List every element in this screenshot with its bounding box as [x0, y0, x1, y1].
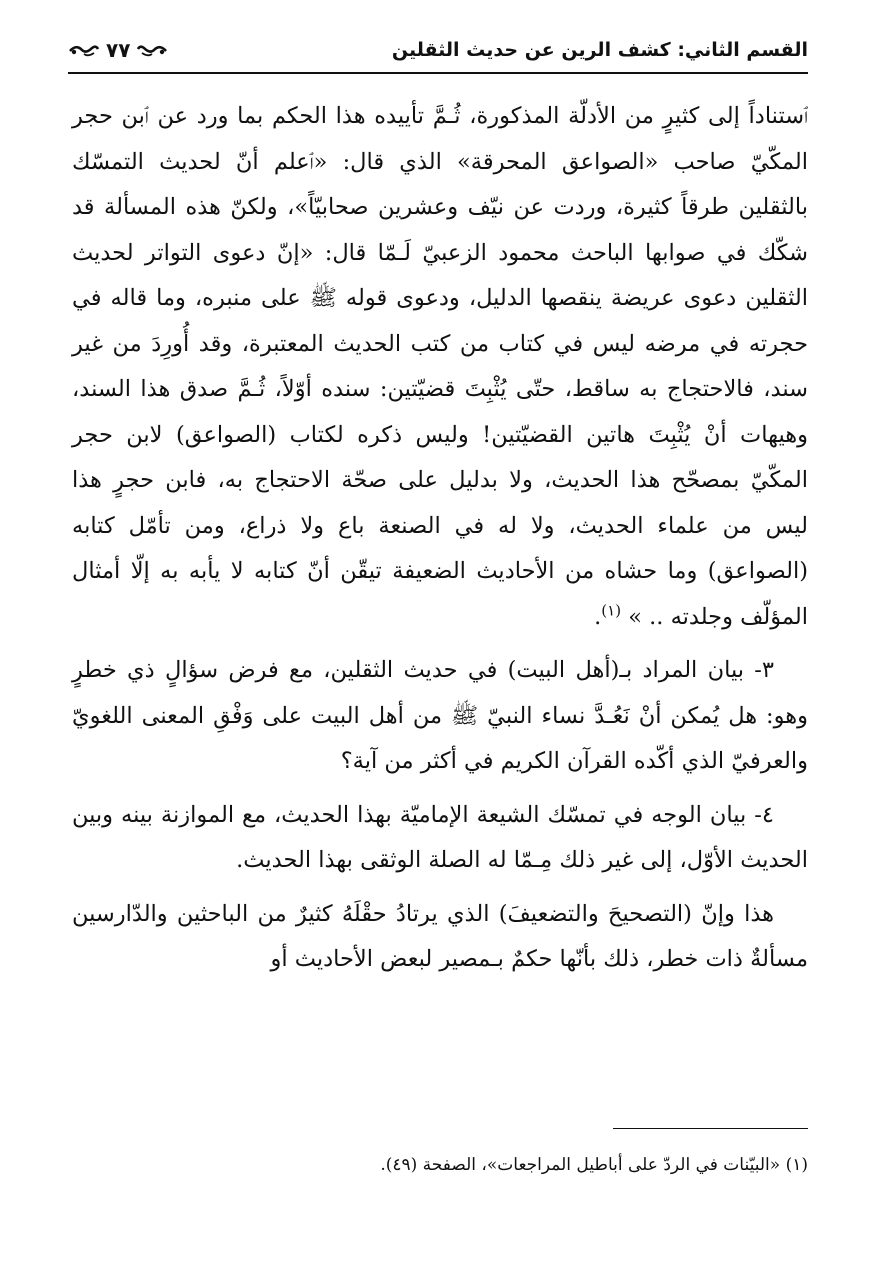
paragraph-1: ٱستناداً إلى كثيرٍ من الأدلّة المذكورة، ثُـمَّ تأييده هذا الحكم بما ورد عن ٱبن حجر المكّيّ صاحب «الصواعق المحرقة» الذي قال: «ٱعلم أنّ لحديث التمسّك بالثقلين طرقاً كثيرة، وردت عن نيّف وعشرين صحابيّاً»، ولكنّ هذه المسألة قد شكّك في صوابها الباحث محمود الزعبيّ لَـمّا قال: «إنّ دعوى التواتر لحديث الثقلين دعوى عريضة ينقصها الدليل، ودعوى قوله ﷺ على منبره، وما قاله في حجرته في مرضه ليس في كتاب من كتب الحديث المعتبرة، وقد أُورِدَ من غير سند، فالاحتجاج به ساقط، حتّى يُثْبِتَ قضيّتين: سنده أوّلاً، ثُـمَّ صدق هذا السند، وهيهات أنْ يُثْبِتَ هاتين القضيّتين! وليس ذكره لكتاب (الصواعق) لابن حجر المكّيّ بمصحّح هذا الحديث، ولا بدليل على صحّة الاحتجاج به، فابن حجرٍ هذا ليس من علماء الحديث، ولا له في الصنعة باع ولا ذراع، ومن تأمّل كتابه (الصواعق) وما حشاه من الأحاديث الضعيفة تيقّن أنّ كتابه لا يأبه به إلّا أمثال المؤلّف وجلدته .. » $^{(١)}$. [72, 103, 808, 630]
page-number-group [68, 38, 168, 62]
footnote-reference[interactable]: (١) [601, 601, 622, 619]
page-header [68, 28, 808, 72]
page-number: ٧٧ [106, 38, 131, 62]
body-text [72, 94, 808, 983]
footnote: (١) «البيّنات في الردّ على أباطيل المراجعات»، الصفحة (٤٩). [380, 1155, 808, 1175]
header-rule [68, 72, 808, 74]
paragraph-3: ٤- بيان الوجه في تمسّك الشيعة الإماميّة بهذا الحديث، مع الموازنة بينه وبين الحديث الأوّل، إلى غير ذلك مِـمّا له الصلة الوثقى بهذا الحديث. [72, 801, 808, 873]
paragraph-2: ٣- بيان المراد بـ(أهل البيت) في حديث الثقلين، مع فرض سؤالٍ ذي خطرٍ وهو: هل يُمكن أنْ نَعُـدَّ نساء النبيّ ﷺ من أهل البيت على وَفْقِ المعنى اللغويّ والعرفيّ الذي أكّده القرآن الكريم في أكثر من آية؟ [72, 657, 808, 774]
running-title: القسم الثاني: كشف الرين عن حديث الثقلين [391, 39, 808, 61]
paragraph-4: هذا وإنّ (التصحيحَ والتضعيفَ) الذي يرتادُ حقْلَهُ كثيرٌ من الباحثين والدّارسين مسألةٌ ذات خطر، ذلك بأنّها حكمٌ بـمصير لبعض الأحاديث أو [72, 900, 808, 972]
footnote-rule [613, 1128, 808, 1129]
paragraph-1-text: ٱستناداً إلى كثيرٍ من الأدلّة المذكورة، ثُـمَّ تأييده هذا الحكم بما ورد عن ٱبن حجر المكّيّ صاحب «الصواعق المحرقة» الذي قال: «ٱعلم أنّ لحديث التمسّك بالثقلين طرقاً كثيرة، وردت عن نيّف وعشرين صحابيّاً»، ولكنّ هذه المسألة قد شكّك في صوابها الباحث محمود الزعبيّ لَـمّا قال: «إنّ دعوى التواتر لحديث الثقلين دعوى عريضة ينقصها الدليل، ودعوى قوله ﷺ على منبره، وما قاله في حجرته في مرضه ليس في كتاب من كتب الحديث المعتبرة، وقد أُورِدَ من غير سند، فالاحتجاج به ساقط، حتّى يُثْبِتَ قضيّتين: سنده أوّلاً، ثُـمَّ صدق هذا السند، وهيهات أنْ يُثْبِتَ هاتين القضيّتين! وليس ذكره لكتاب (الصواعق) لابن حجر المكّيّ بمصحّح هذا الحديث، ولا بدليل على صحّة الاحتجاج به، فابن حجرٍ هذا ليس من علماء الحديث، ولا له في الصنعة باع ولا ذراع، ومن تأمّل كتابه (الصواعق) وما حشاه من الأحاديث الضعيفة تيقّن أنّ كتابه لا يأبه به إلّا أمثال المؤلّف وجلدته .. » [72, 103, 808, 630]
ornament-left-icon [68, 42, 100, 58]
ornament-right-icon [136, 42, 168, 58]
